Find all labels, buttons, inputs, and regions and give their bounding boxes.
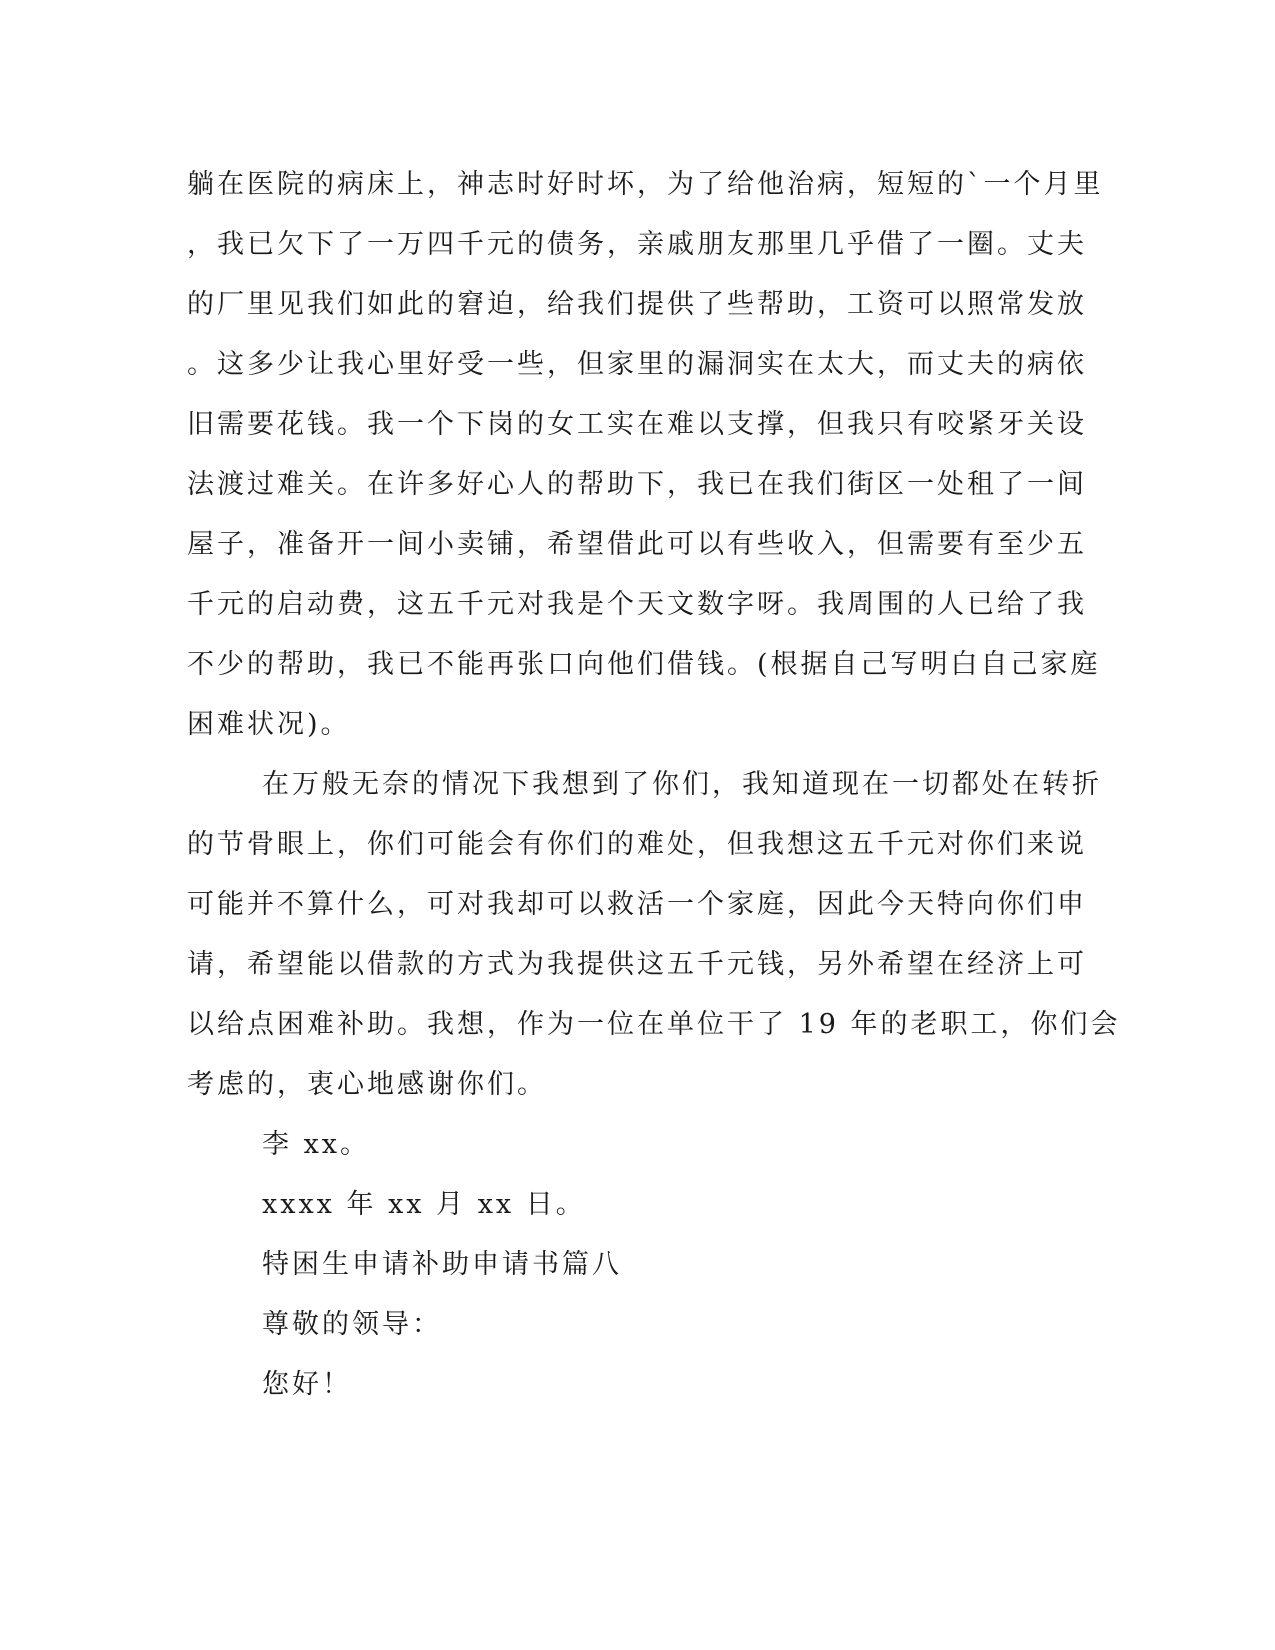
text-line: 的节骨眼上，你们可能会有你们的难处，但我想这五千元对你们来说 — [187, 829, 1087, 860]
text-line: 的厂里见我们如此的窘迫，给我们提供了些帮助，工资可以照常发放 — [187, 289, 1087, 320]
greeting: 您好！ — [262, 1369, 352, 1400]
text-line: 。这多少让我心里好受一些，但家里的漏洞实在太大，而丈夫的病依 — [187, 349, 1087, 380]
text-line: 在万般无奈的情况下我想到了你们，我知道现在一切都处在转折 — [262, 769, 1102, 800]
paragraph-request — [187, 755, 1121, 1115]
text-line: 躺在医院的病床上，神志时好时坏，为了给他治病，短短的`一个月里 — [187, 169, 1104, 200]
text-line: 困难状况)。 — [187, 709, 351, 740]
date: xxxx 年 xx 月 xx 日。 — [262, 1189, 586, 1220]
document-body — [187, 155, 1121, 1415]
text-line: 以给点困难补助。我想，作为一位在单位干了 19 年的老职工，你们会 — [187, 1009, 1121, 1040]
text-line: 千元的启动费，这五千元对我是个天文数字呀。我周围的人已给了我 — [187, 589, 1087, 620]
text-line: 旧需要花钱。我一个下岗的女工实在难以支撑，但我只有咬紧牙关设 — [187, 409, 1087, 440]
text-line: 可能并不算什么，可对我却可以救活一个家庭，因此今天特向你们申 — [187, 889, 1087, 920]
paragraph-hardship — [187, 155, 1104, 755]
signature: 李 xx。 — [262, 1129, 371, 1160]
text-line: 不少的帮助，我已不能再张口向他们借钱。(根据自己写明白自己家庭 — [187, 649, 1101, 680]
text-line: 请，希望能以借款的方式为我提供这五千元钱，另外希望在经济上可 — [187, 949, 1087, 980]
salutation: 尊敬的领导： — [262, 1309, 442, 1340]
text-line: 屋子，准备开一间小卖铺，希望借此可以有些收入，但需要有至少五 — [187, 529, 1087, 560]
text-line: 法渡过难关。在许多好心人的帮助下，我已在我们街区一处租了一间 — [187, 469, 1087, 500]
section-title: 特困生申请补助申请书篇八 — [262, 1249, 622, 1280]
text-line: 考虑的，衷心地感谢你们。 — [187, 1069, 547, 1100]
text-line: ，我已欠下了一万四千元的债务，亲戚朋友那里几乎借了一圈。丈夫 — [187, 229, 1087, 260]
